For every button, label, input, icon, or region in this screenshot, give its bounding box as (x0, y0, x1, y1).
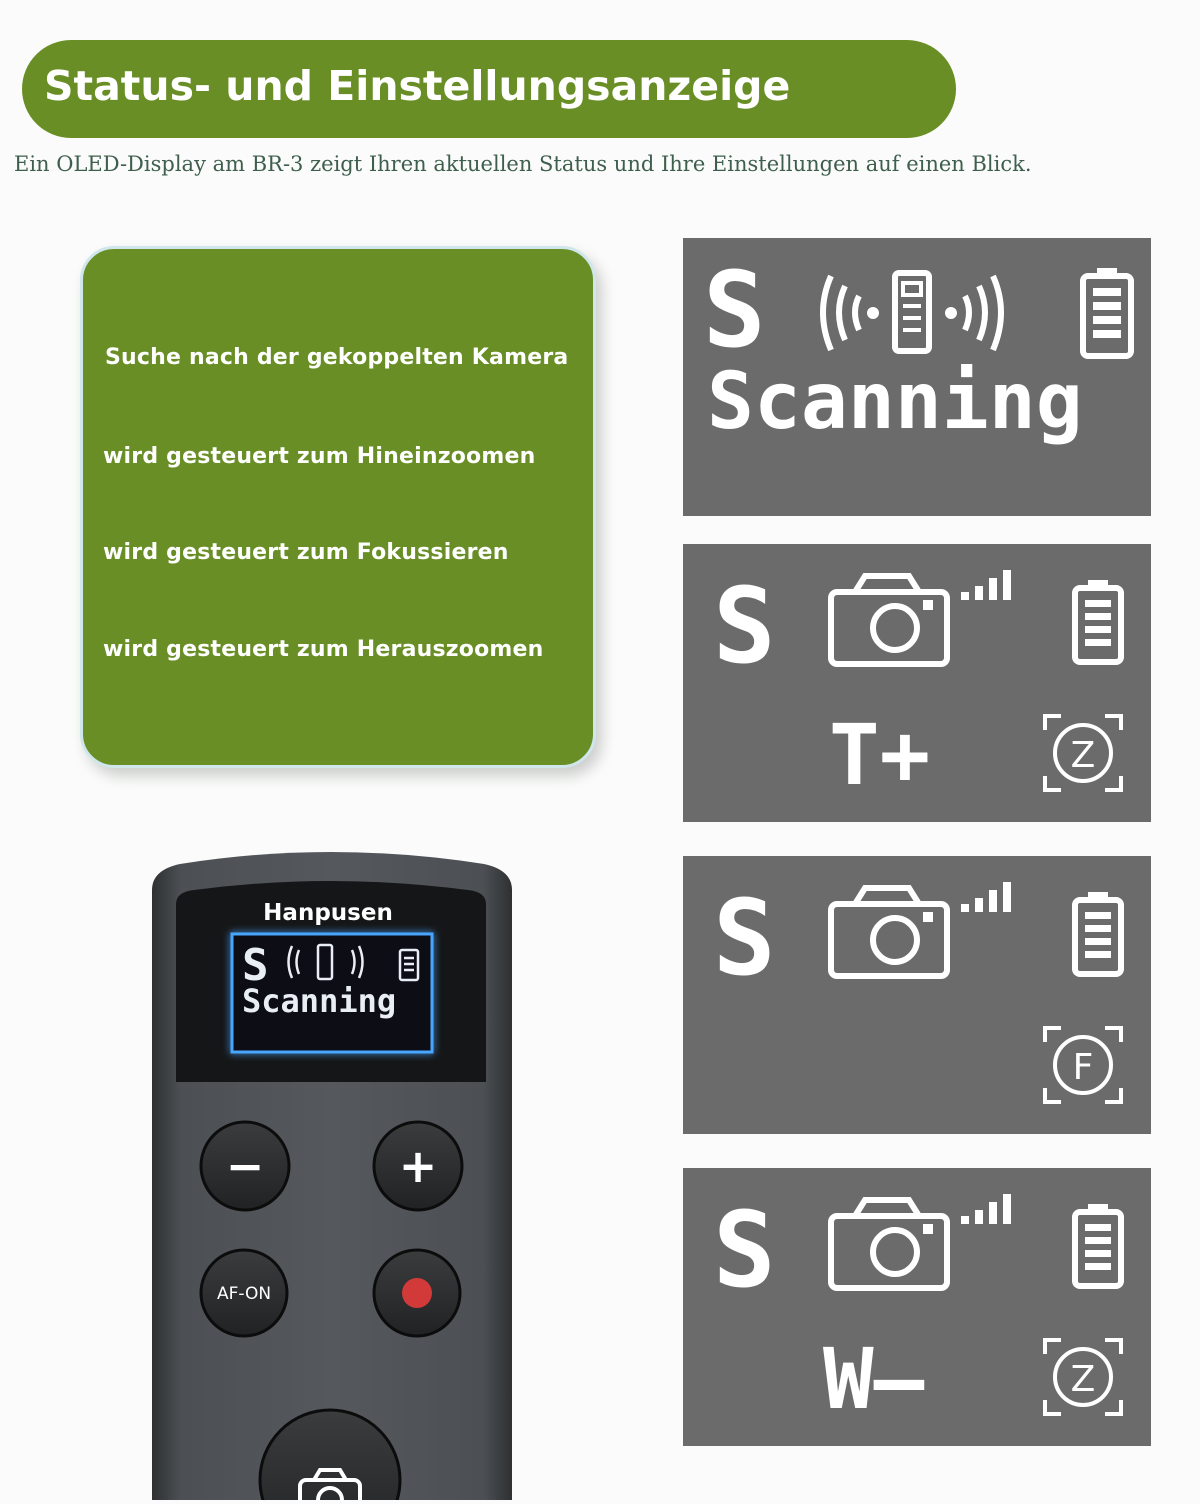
signal-strength-icon (961, 1194, 1011, 1224)
description-card (80, 246, 596, 768)
battery-icon (1075, 580, 1121, 662)
record-dot-icon (402, 1278, 432, 1308)
page-subtitle: Ein OLED-Display am BR-3 zeigt Ihren aktuellen Status und Ihre Einstellungen auf einen Blick. (14, 152, 1032, 176)
display-mode-letter: S (242, 940, 269, 991)
af-on-button[interactable] (201, 1250, 287, 1336)
minus-label: − (225, 1139, 265, 1193)
card-item-scanning: Suche nach der gekoppelten Kamera (105, 345, 569, 370)
battery-icon (1075, 1204, 1121, 1286)
camera-icon (831, 888, 947, 976)
zoom-indicator: W– (823, 1330, 925, 1428)
badge-letter: Z (1070, 1359, 1096, 1400)
minus-button[interactable] (201, 1122, 289, 1210)
page-title: Status- und Einstellungsanzeige (44, 62, 791, 110)
title-banner (22, 40, 956, 138)
mode-letter: S (713, 565, 776, 687)
status-text: Scanning (707, 357, 1083, 447)
badge-letter: F (1072, 1047, 1094, 1088)
card-item-zoom-out: wird gesteuert zum Herauszoomen (103, 637, 544, 662)
mode-letter: S (713, 1189, 776, 1311)
remote-control (0, 840, 660, 1500)
mode-letter: S (703, 249, 766, 371)
signal-strength-icon (961, 570, 1011, 600)
oled-screen-scanning (683, 238, 1151, 516)
camera-icon (831, 576, 947, 664)
zoom-indicator: T+ (829, 706, 931, 804)
card-item-zoom-in: wird gesteuert zum Hineinzoomen (103, 444, 536, 469)
af-on-label: AF-ON (216, 1284, 272, 1304)
plus-label: + (398, 1139, 438, 1193)
display-status-text: Scanning (242, 982, 397, 1020)
remote-signal-icon (823, 273, 1001, 351)
record-button[interactable] (374, 1250, 460, 1336)
mode-letter: S (713, 877, 776, 999)
battery-icon (1083, 268, 1131, 356)
oled-screen-focus (683, 856, 1151, 1134)
badge-letter: Z (1070, 735, 1096, 776)
battery-icon (1075, 892, 1121, 974)
camera-icon (831, 1200, 947, 1288)
card-item-focus: wird gesteuert zum Fokussieren (103, 540, 509, 565)
brand-label: Hanpusen (263, 900, 393, 926)
oled-screen-zoom-out (683, 1168, 1151, 1446)
signal-strength-icon (961, 882, 1011, 912)
plus-button[interactable] (374, 1122, 462, 1210)
oled-screen-zoom-in (683, 544, 1151, 822)
